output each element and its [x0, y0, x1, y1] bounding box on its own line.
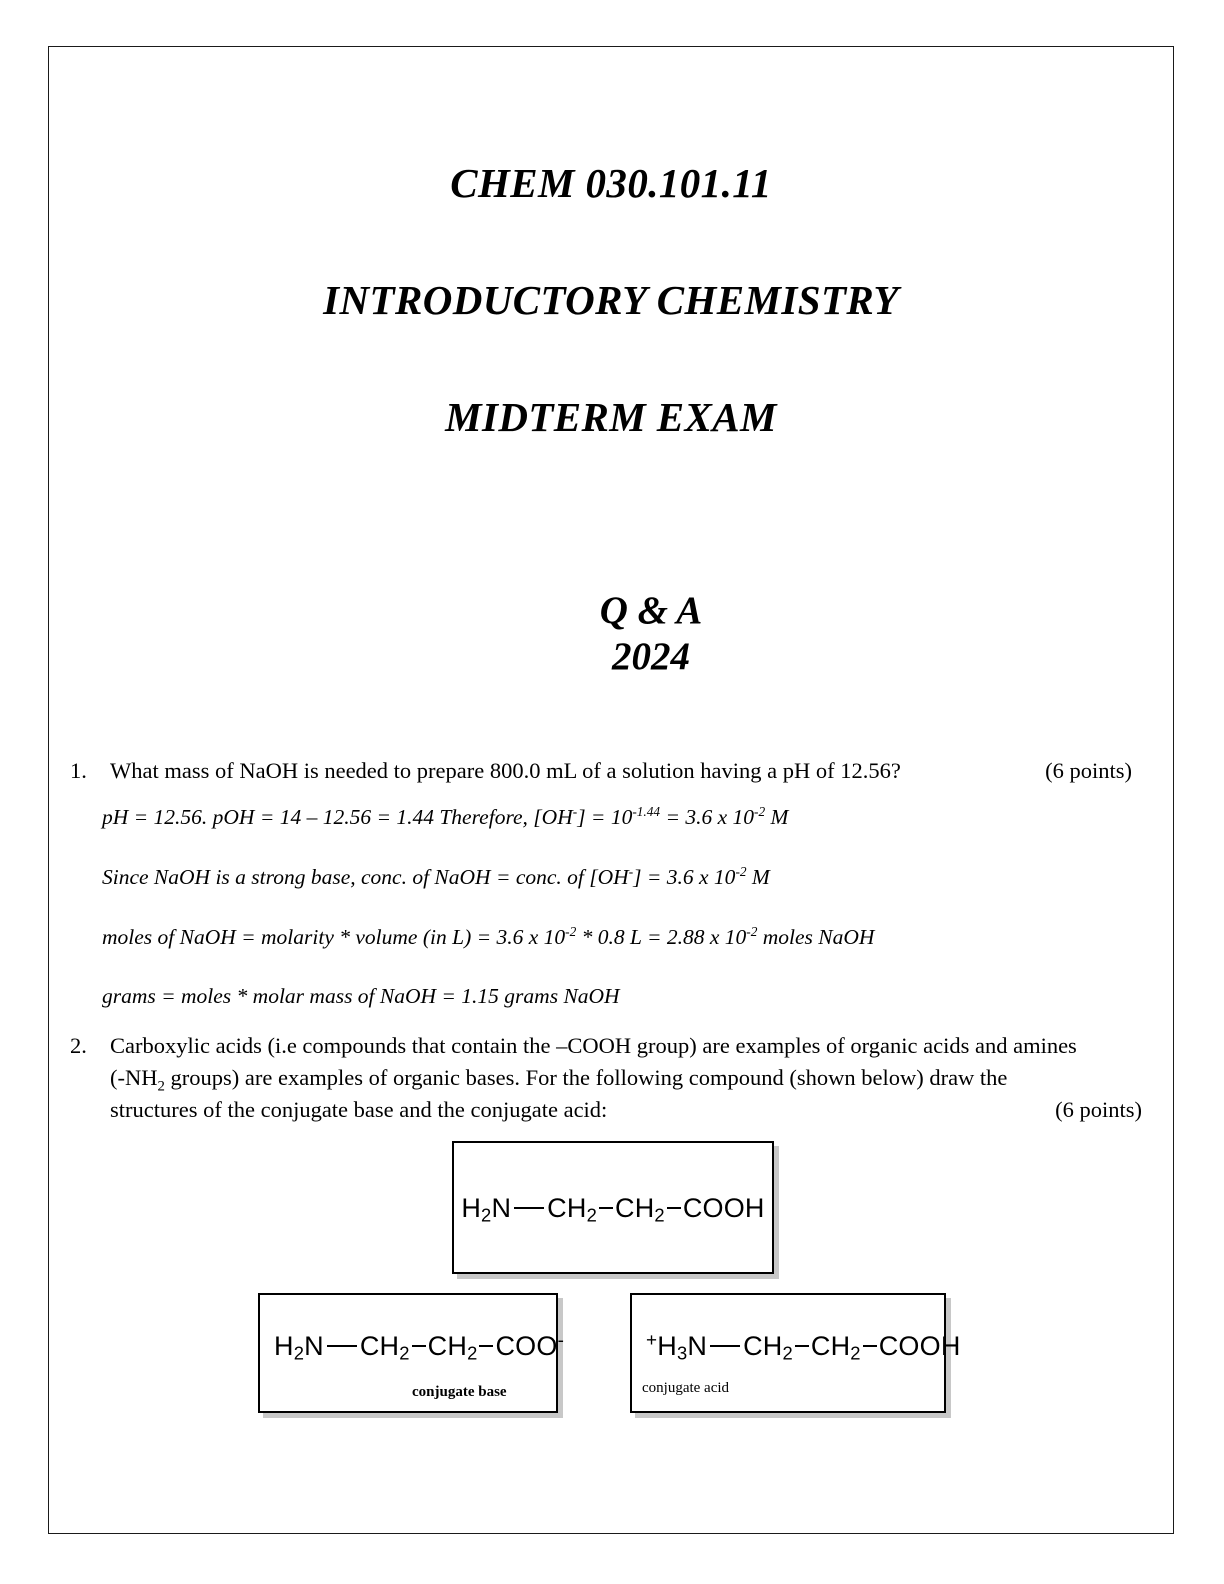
structure-box-conjugate-acid — [630, 1293, 961, 1413]
formula-parent-tail: COOH — [682, 1193, 765, 1223]
answer-line-1 — [102, 805, 1102, 831]
formula-acid-h-sub: 3 — [676, 1342, 688, 1364]
label-conjugate-base: conjugate base — [412, 1384, 507, 1400]
subtitle-year: 2024 — [611, 635, 690, 679]
question-1-text-row — [110, 755, 1130, 787]
question-1-number: 1. — [70, 758, 87, 783]
exam-title-block — [48, 160, 1174, 441]
question-2-line-2-part-a: (-NH — [110, 1064, 158, 1090]
exam-subtitle-inner — [600, 588, 703, 680]
question-2-line-1: Carboxylic acids (i.e compounds that contain the –COOH group) are examples of organic acids and amines — [110, 1033, 1077, 1058]
bond-icon-3 — [667, 1207, 681, 1210]
answer-line-3-exponent-2: -2 — [746, 923, 758, 939]
formula-base-charge: - — [557, 1329, 565, 1351]
question-2 — [70, 1030, 1140, 1126]
answer-line-2-hydroxide-charge: - — [628, 863, 634, 879]
page-title-course-name: INTRODUCTORY CHEMISTRY — [323, 277, 899, 324]
question-2-amine-subscript: 2 — [157, 1078, 165, 1095]
answer-line-1-exponent-2: -2 — [754, 803, 766, 819]
question-1-text: What mass of NaOH is needed to prepare 800.0 mL of a solution having a pH of 12.56? — [110, 758, 901, 783]
answer-line-3-exponent-1: -2 — [565, 923, 577, 939]
bond-icon-1 — [514, 1207, 544, 1210]
title-spacer-2 — [48, 324, 1174, 394]
question-1-points: (6 points) — [1045, 758, 1132, 783]
formula-acid-ch2-sub: 2 — [850, 1342, 861, 1364]
formula-base-ch1: CH — [359, 1331, 400, 1361]
answer-line-3-part-e: moles NaOH — [757, 924, 875, 949]
formula-base-h-sub: 2 — [293, 1342, 305, 1364]
formula-acid-ch2: CH — [810, 1331, 851, 1361]
answer-line-1-exponent-1: -1.44 — [632, 803, 661, 819]
subtitle-qa: Q & A — [599, 589, 703, 632]
bond-icon-2 — [599, 1207, 613, 1210]
formula-parent-ch2: CH — [615, 1193, 655, 1223]
formula-acid-ch1-sub: 2 — [782, 1342, 793, 1364]
bond-icon-8 — [795, 1345, 809, 1348]
formula-parent-ch1: CH — [547, 1193, 587, 1223]
answer-line-1-part-e: = 3.6 x 10 — [660, 805, 755, 829]
formula-parent-n: N — [491, 1193, 512, 1223]
bond-icon-9 — [863, 1345, 877, 1348]
formula-acid-tail: COOH — [878, 1331, 961, 1361]
structure-box-conjugate-base — [258, 1293, 565, 1413]
question-2-line-2-part-b: groups) are examples of organic bases. For the following compound (shown below) draw the — [164, 1064, 1008, 1090]
formula-acid-ch1: CH — [743, 1331, 783, 1361]
answer-line-3-part-c: * 0.8 L = 2.88 x 10 — [576, 924, 747, 949]
answer-line-1-hydroxide-charge: - — [572, 803, 578, 819]
answer-line-1-part-g: M — [765, 805, 789, 829]
label-conjugate-acid: conjugate acid — [642, 1380, 730, 1396]
formula-parent-compound — [454, 1193, 772, 1224]
title-spacer-1 — [48, 207, 1174, 277]
formula-conjugate-base — [274, 1331, 564, 1362]
question-2-line-2 — [110, 1062, 1140, 1094]
bond-icon-7 — [710, 1345, 740, 1348]
answer-line-2 — [102, 865, 1102, 891]
question-1-body — [110, 755, 1130, 787]
question-2-line-3 — [110, 1094, 1140, 1126]
formula-conjugate-acid — [646, 1331, 961, 1362]
answer-line-2-part-a: Since NaOH is a strong base, conc. of NaOH = conc. of [OH — [102, 864, 629, 889]
formula-base-tail: COO — [495, 1331, 558, 1361]
formula-parent-ch1-sub: 2 — [586, 1204, 597, 1226]
question-2-number: 2. — [70, 1033, 87, 1058]
answer-line-2-part-e: M — [746, 864, 770, 889]
answer-line-3 — [102, 925, 1102, 951]
answer-line-1-part-a: pH = 12.56. pOH = 14 – 12.56 = 1.44 Therefore, [OH — [102, 805, 573, 829]
formula-base-ch1-sub: 2 — [399, 1342, 410, 1364]
question-1-answer — [102, 805, 1102, 1010]
answer-line-2-exponent-1: -2 — [735, 863, 747, 879]
question-2-line-3-text: structures of the conjugate base and the conjugate acid: — [110, 1096, 608, 1122]
question-2-points: (6 points) — [1055, 1096, 1142, 1122]
formula-acid-n: N — [687, 1331, 708, 1361]
answer-line-3-part-a: moles of NaOH = molarity * volume (in L) = 3.6 x 10 — [102, 924, 566, 949]
answer-line-4: grams = moles * molar mass of NaOH = 1.15 grams NaOH — [102, 984, 620, 1009]
answer-line-1-part-c: ] = 10 — [577, 805, 633, 829]
page-title-course-code: CHEM 030.101.11 — [450, 160, 772, 206]
bond-icon-6 — [479, 1345, 493, 1348]
formula-base-ch2-sub: 2 — [467, 1342, 478, 1364]
answer-line-2-part-c: ] = 3.6 x 10 — [633, 864, 736, 889]
bond-icon-5 — [412, 1345, 426, 1348]
formula-base-h: H — [274, 1331, 294, 1361]
formula-acid-charge: + — [646, 1329, 658, 1351]
formula-acid-h: H — [657, 1331, 677, 1361]
formula-parent-ch2-sub: 2 — [654, 1204, 665, 1226]
formula-base-n: N — [304, 1331, 324, 1361]
bond-icon-4 — [327, 1345, 357, 1348]
question-2-body — [110, 1030, 1140, 1126]
exam-subtitle-block — [0, 588, 1224, 680]
structure-box-parent-compound — [452, 1141, 774, 1274]
question-1 — [70, 755, 1130, 787]
formula-parent-h: H — [461, 1193, 482, 1223]
page-title-exam-type: MIDTERM EXAM — [445, 394, 777, 441]
formula-parent-h-sub: 2 — [481, 1204, 492, 1226]
formula-base-ch2: CH — [427, 1331, 468, 1361]
